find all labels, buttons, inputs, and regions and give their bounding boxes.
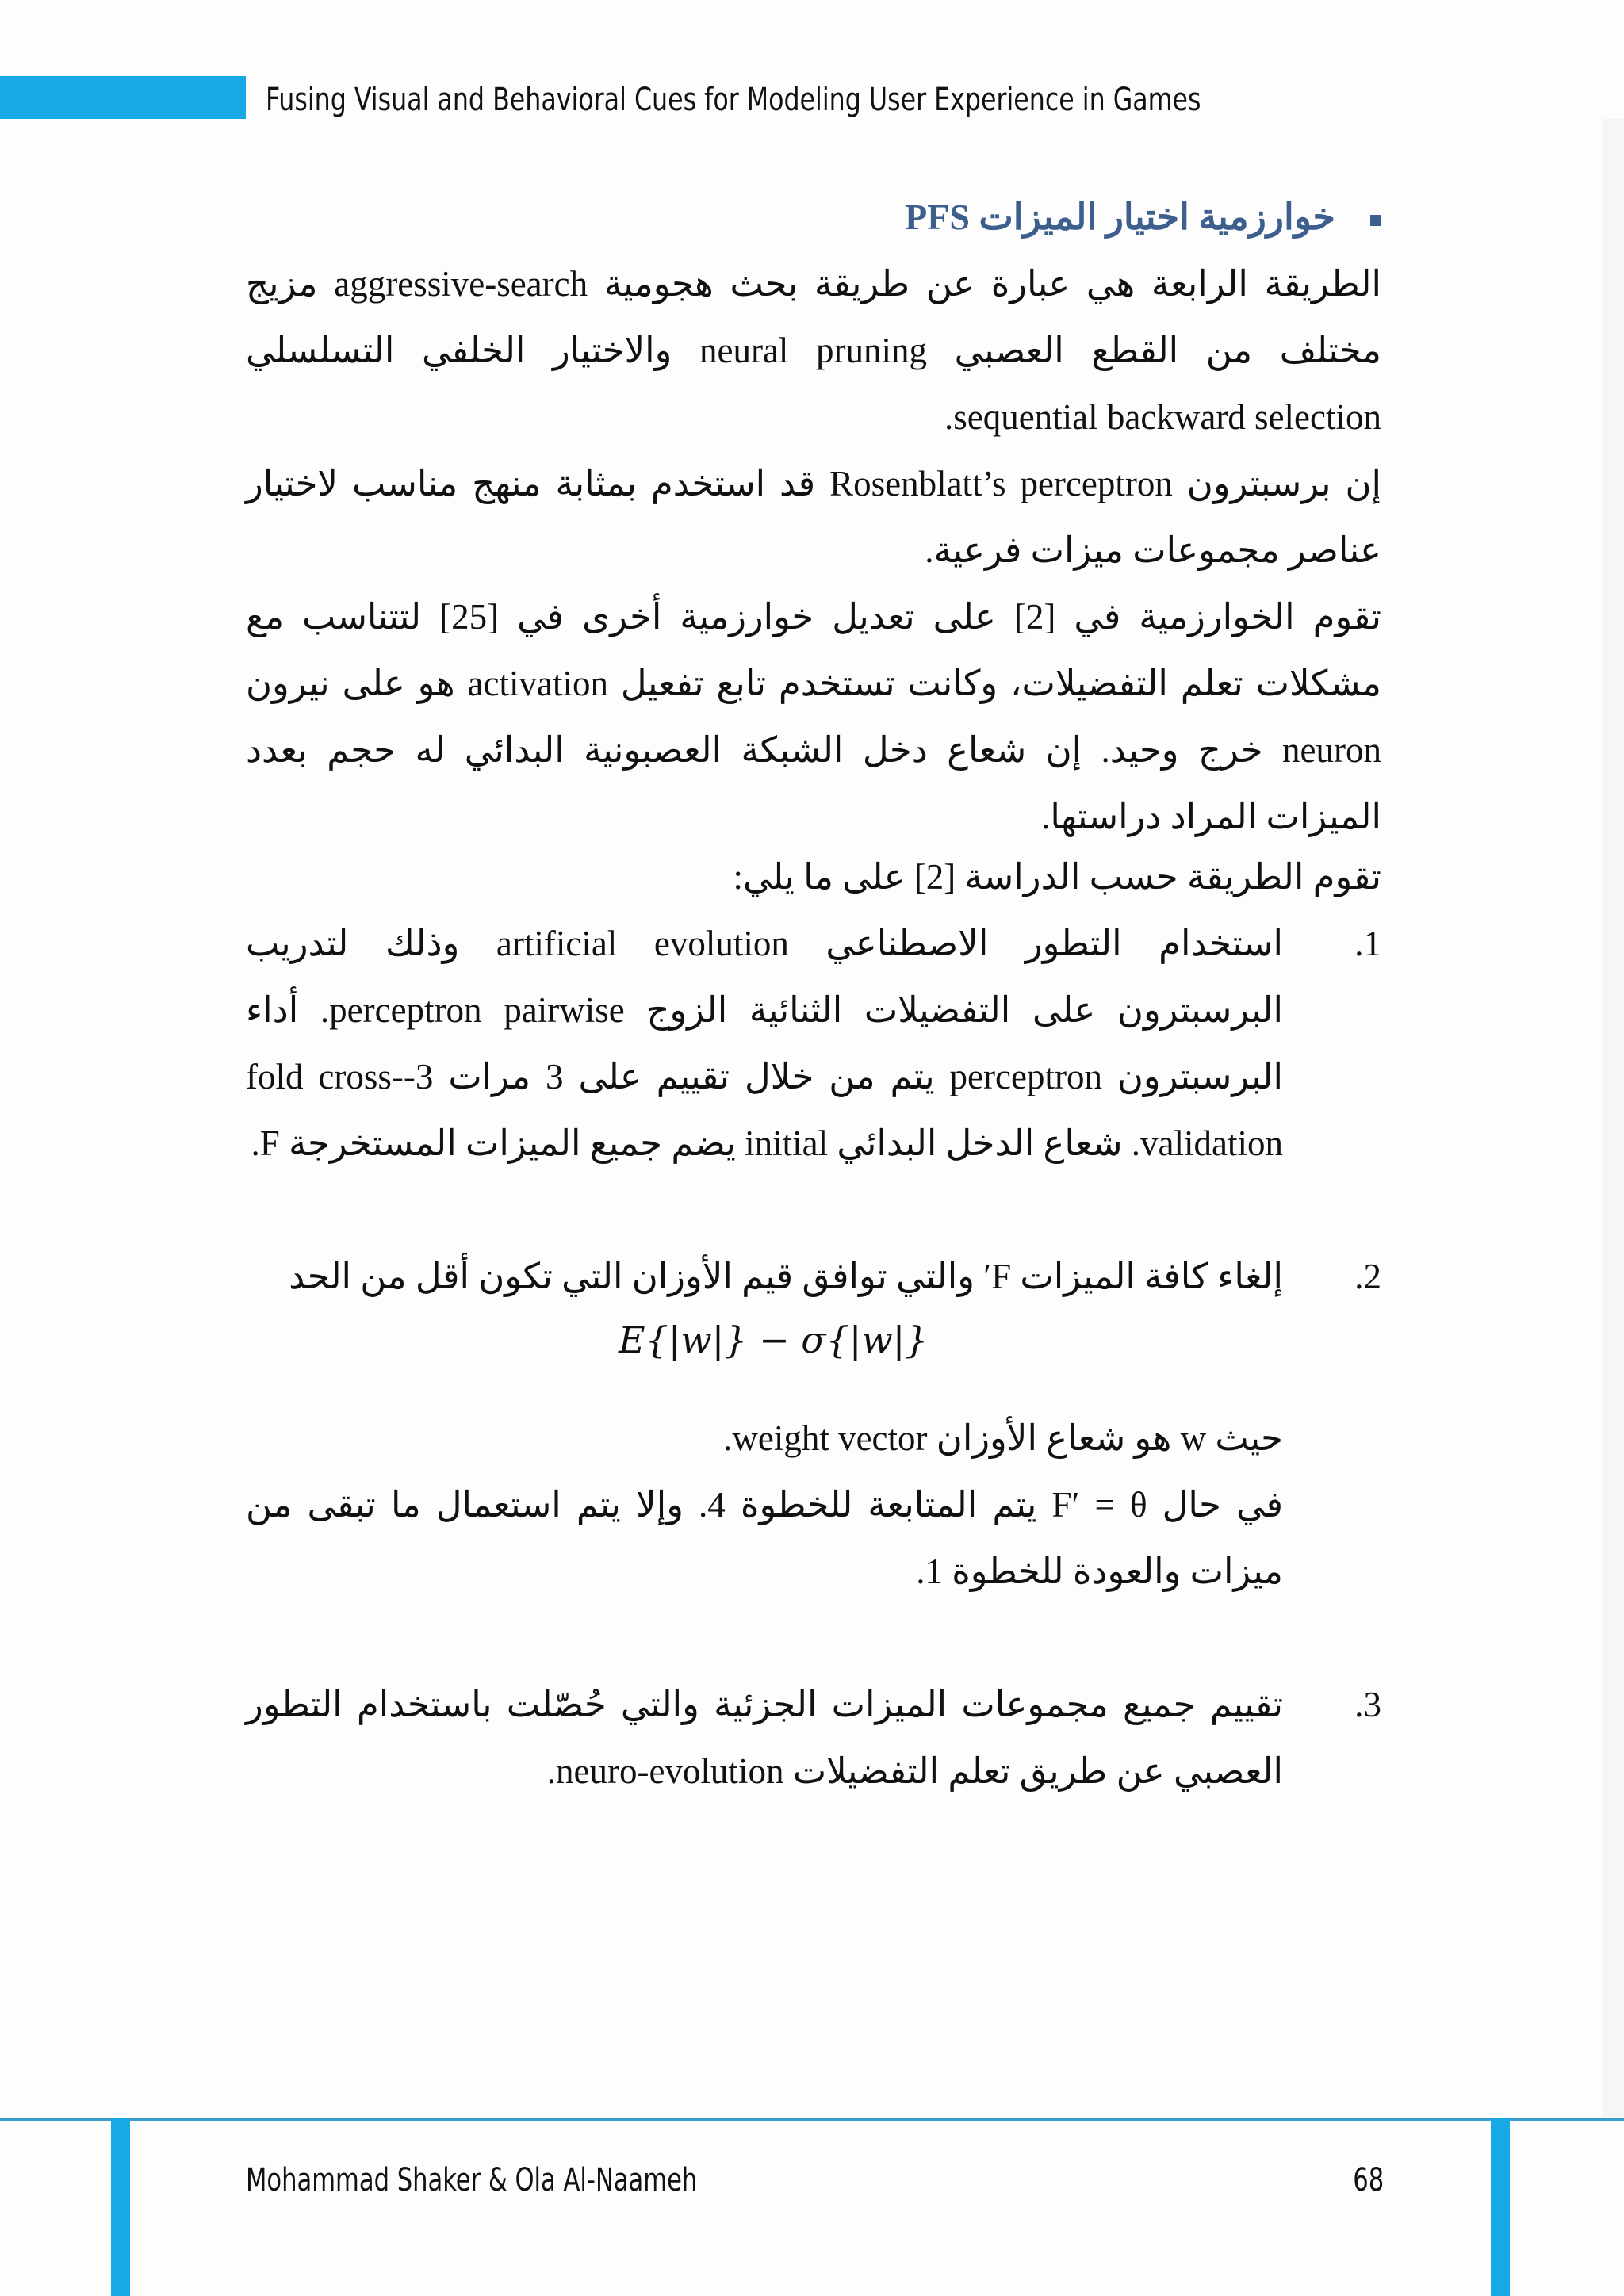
footer-left-bar [111,2118,130,2296]
threshold-formula: E{|w|} − σ{|w|} [619,1318,929,1361]
step-text: إلغاء كافة الميزات F′ والتي توافق قيم الأوزان التي تكون أقل من الحد [289,1257,1283,1296]
step-text: تقييم جميع مجموعات الميزات الجزئية والتي حُصّلت باستخدام التطور العصبي عن طريق تعلم التفضيلات neuro-evolution. [246,1685,1283,1791]
step-text: استخدام التطور الاصطناعي artificial evolution وذلك لتدريب البرسبترون على التفضيلات الثنائية الزوج perceptron pairwise. أداء البرسبترون perceptron يتم من خلال تقييم على 3 مرات 3-fold cross-validation. شعاع الدخل البدائي initial يضم جميع الميزات المستخرجة F. [246,924,1283,1163]
step-number: 2. [1354,1257,1381,1296]
section-heading [905,193,1381,241]
paragraph-aggressive-search: الطريقة الرابعة هي عبارة عن طريقة بحث هجومية aggressive-search مزيج مختلف من القطع العصبي neural pruning والاختيار الخلفي التسلسلي sequential backward selection. [246,264,1381,437]
paragraph-rosenblatt: إن برسبترون Rosenblatt’s perceptron قد استخدم بمثابة منهج مناسب لاختيار عناصر مجموعات ميزات فرعية. [246,464,1381,570]
paragraph-algorithm: تقوم الخوارزمية في [2] على تعديل خوارزمية أخرى في [25] لتتناسب مع مشكلات تعلم التفضيلات، وكانت تستخدم تابع تفعيل activation هو على نيرون neuron خرج وحيد. إن شعاع دخل الشبكة العصبونية البدائي له حجم بعدد الميزات المراد دراستها. [246,597,1382,836]
step-2-condition: في حال F′ = θ يتم المتابعة للخطوة 4. وإلا يتم استعمال ما تبقى من ميزات والعودة للخطوة 1. [246,1485,1284,1591]
page-body [246,0,1381,2061]
page-edge-shade [1602,119,1624,2117]
page-number: 68 [1353,2162,1385,2198]
footer-rule [0,2118,1624,2121]
step-number: 3. [1354,1685,1381,1724]
bullet-square-icon [1370,215,1381,226]
running-header-title: Fusing Visual and Behavioral Cues for Modeling User Experience in Games [266,82,1201,118]
step-2-weight-vector: حيث w هو شعاع الأوزان weight vector. [723,1418,1283,1458]
footer-right-bar [1491,2118,1510,2296]
header-accent-bar [0,76,246,119]
paragraph-method-intro: تقوم الطريقة حسب الدراسة [2] على ما يلي: [733,857,1381,897]
footer-authors: Mohammad Shaker & Ola Al-Naameh [246,2162,698,2198]
step-number: 1. [1354,924,1381,963]
section-heading-text: خوارزمية اختيار الميزات PFS [905,197,1335,237]
